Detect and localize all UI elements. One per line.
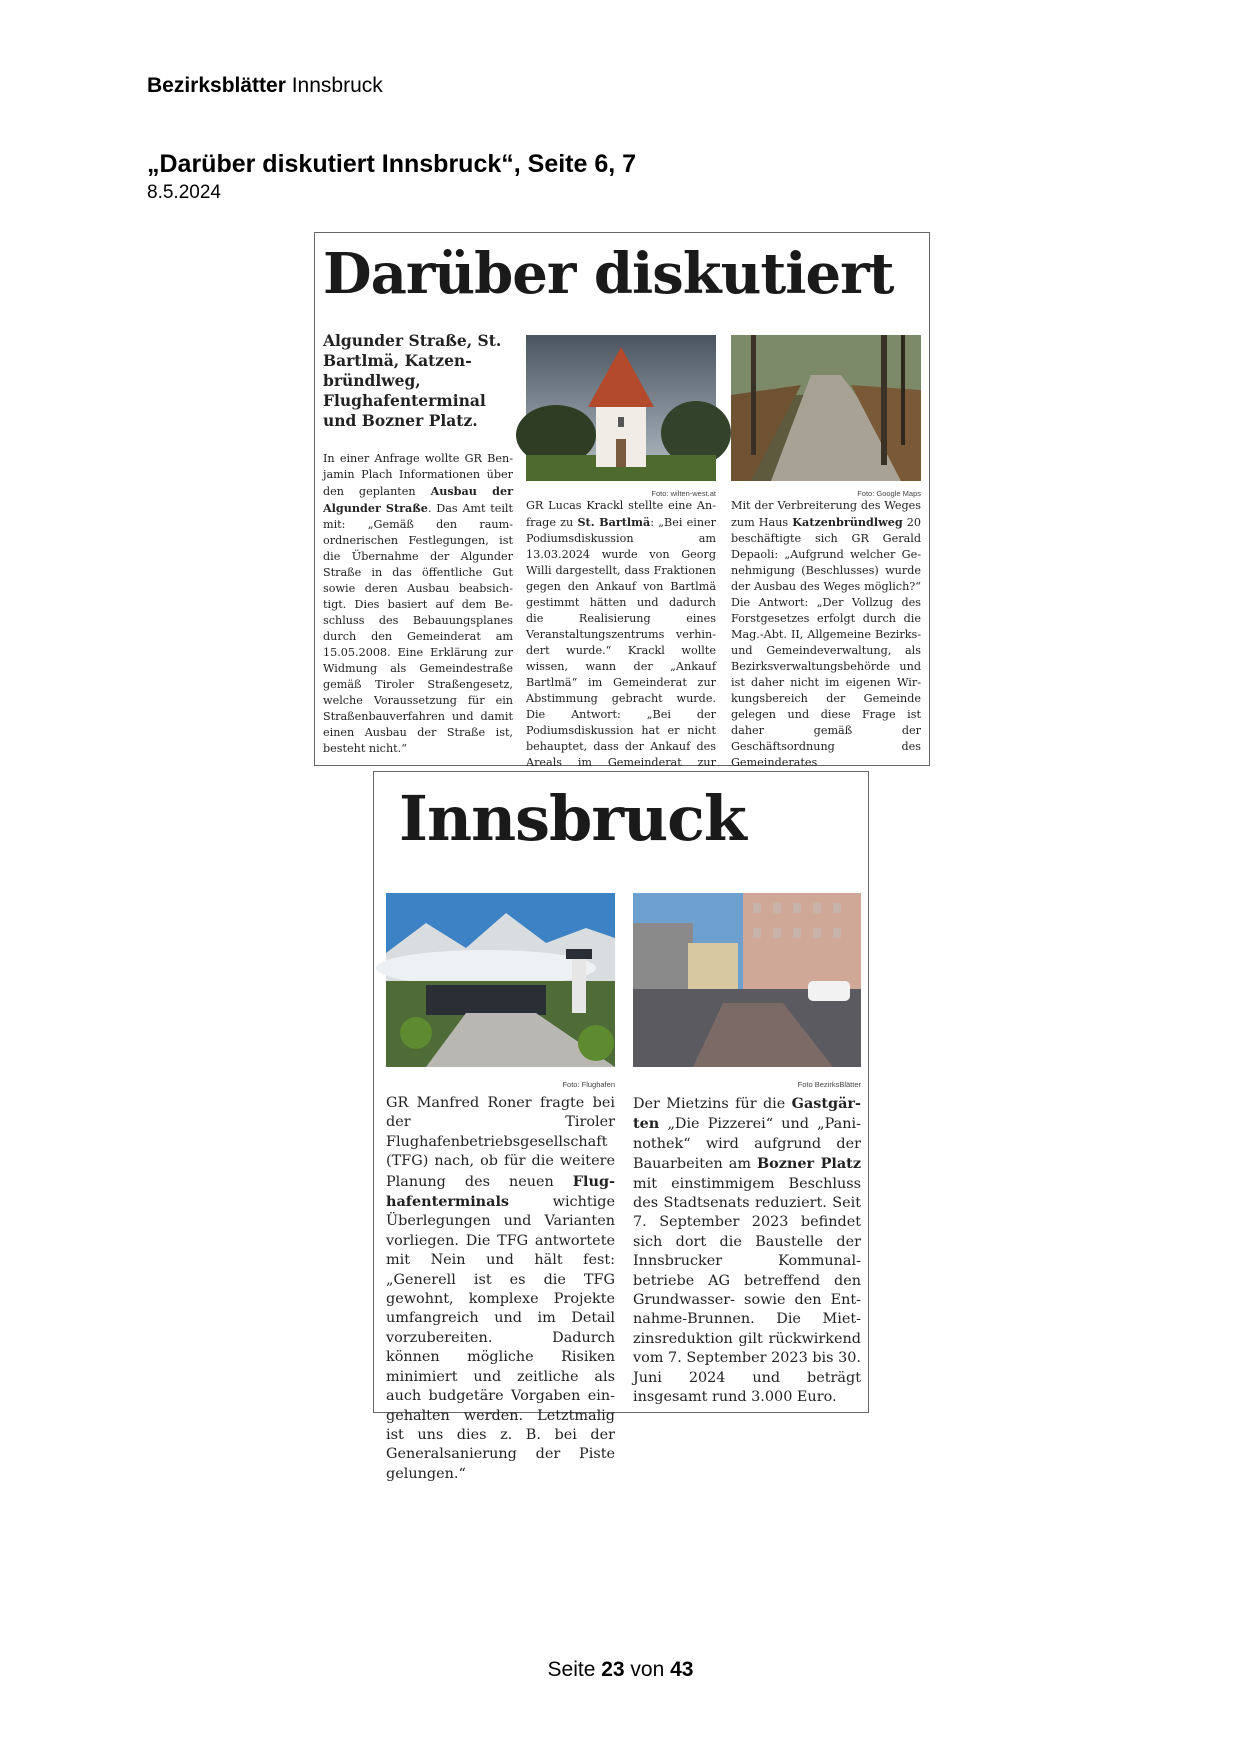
document-date: 8.5.2024 [147,182,221,203]
photo-credit-chapel: Foto: wilten-west.at [651,489,716,498]
article-bozner-platz: Der Mietzins für die Gastgärten „Die Pizzerei“ und „Paninothek“ wird aufgrund der Bauarbeiten am Bozner Platz mit einstimmigem Beschluss des Stadtsenats reduziert. Seit 7. September 2023 befindet sich dort die Baustelle der Innsbrucker Kommunalbetriebe AG betreffend den Grundwasser- sowie den Entnahme-Brunnen. Die Mietzinsreduktion gilt rückwirkend vom 7. September 2023 bis 30. Juni 2024 und beträgt insgesamt rund 3.000 Euro. [633,1095,861,1406]
photo-credit-path: Foto: Google Maps [857,489,921,498]
bozner-platz-photo [633,893,861,1067]
photo-credit-airport: Foto: Flughafen [562,1080,615,1089]
clipping-subheadline: Algunder Straße, St. Bartlmä, Katzenbründlweg, Flughafenterminal und Bozner Platz. [323,331,502,430]
article-st-bartlmae: GR Lucas Krackl stellte eine Anfrage zu St. Bartlmä: „Bei einer Podiumsdiskussion am 13.03.2024 wurde von Georg Willi dargestellt, dass Fraktionen gegen den Ankauf von Bartlmä gestimmt hätten und dadurch die Realisierung eines Veranstaltungszentrums verhindert wurde.“ Krackl wollte wissen, wann der „Ankauf Bartlmä“ im Gemeinderat zur Abstimmung gebracht wurde. Die Antwort: „Bei der Podiumsdiskussion hat er nicht behauptet, dass der Ankauf des Areals im Gemeinderat zur [526,499,717,769]
clipping-headline: Darüber diskutiert [323,241,894,307]
airport-photo [386,893,615,1067]
publication-name [147,74,383,98]
article-flughafenterminal: GR Manfred Roner fragte bei der Tiroler Flughafenbetriebsgesellschaft (TFG) nach, ob für die weitere Planung des neuen Flughafenterminals wichtige Überlegungen und Varianten vorliegen. Die TFG antwortete mit Nein und hält fest: „Generell ist es die TFG gewohnt, komplexe Projekte umfangreich und im Detail vorzubereiten. Dadurch können mögliche Risiken minimiert und zeitliche als auch budgetäre Vorgaben eingehalten werden. Letztmalig ist uns dies z. B. bei der Generalsanierung der Piste gelungen.“ [386,1095,615,1482]
newspaper-clipping-bottom [373,771,869,1482]
forest-path-photo [731,335,921,481]
page-number: Seite 23 von 43 [547,1658,694,1681]
chapel-photo [526,335,716,481]
photo-credit-square: Foto BezirksBlätter [797,1080,861,1089]
article-algunder-strasse: In einer Anfrage wollte GR Benjamin Plach Informationen über den geplanten Ausbau der Algunder Straße. Das Amt teilt mit: „Gemäß den raumordnerischen Festlegungen, ist die Übernahme der Algunder Straße in das öffentliche Gut sowie deren Ausbau beabsichtigt. Dies basiert auf dem Beschluss des Bebauungsplanes durch den Gemeinderat am 15.05.2008. Eine Erklärung zur Widmung als Gemeindestraße gemäß Tiroler Straßengesetz, welche Voraussetzung für ein Straßenbauverfahren und damit einen Ausbau der Straße ist, besteht nicht.“ [323,452,513,755]
clipping-headline: Innsbruck [399,782,746,855]
publication-rest: Innsbruck [285,74,383,97]
document-title: „Darüber diskutiert Innsbruck“, Seite 6, 7 [147,150,637,178]
article-katzenbruendlweg: Mit der Verbreiterung des Weges zum Haus Katzenbründlweg 20 beschäftigte sich GR Gerald Depaoli: „Aufgrund welcher Genehmigung (Beschlusses) wurde der Ausbau des Weges möglich?“ Die Antwort: „Der Vollzug des Forstgesetzes erfolgt durch die Mag.-Abt. II, Allgemeine Bezirks- und Gemeindeverwaltung, als Bezirksverwaltungsbehörde und ist daher nicht im eigenen Wirkungsbereich der Gemeinde gelegen und diese Frage ist daher gemäß der Geschäftsordnung des Gemeinderates [731,499,921,769]
newspaper-clipping-top [314,232,930,769]
publication-bold: Bezirksblätter [147,74,286,97]
